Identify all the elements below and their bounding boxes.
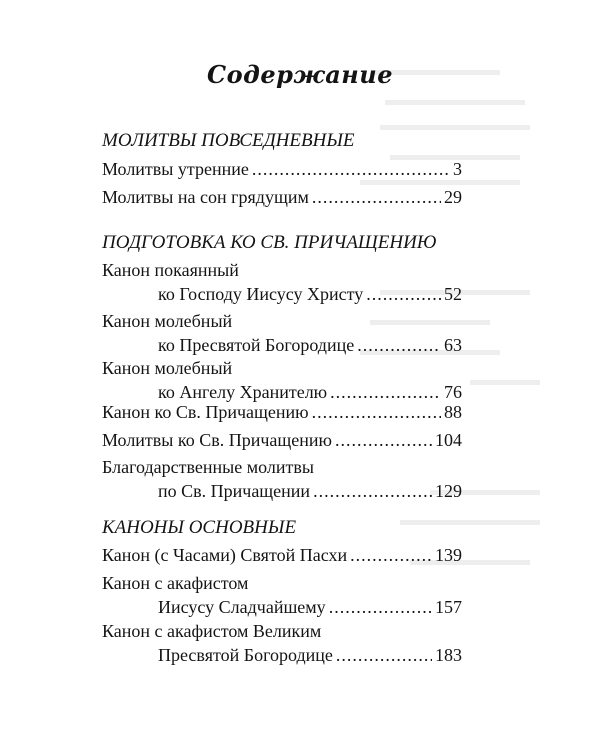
dot-leader xyxy=(350,543,432,567)
toc-entry[interactable] xyxy=(102,258,462,306)
page-number: 3 xyxy=(453,159,462,179)
page-number: 129 xyxy=(435,481,462,501)
toc-entry[interactable] xyxy=(102,400,462,424)
entry-title-continued: Иисусу Сладчайшему xyxy=(158,597,326,617)
page-number: 88 xyxy=(444,402,462,422)
entry-title: Молитвы утренние xyxy=(102,159,249,179)
page-number: 76 xyxy=(444,382,462,402)
toc-entry[interactable] xyxy=(102,619,462,667)
entry-title-continued: ко Пресвятой Богородице xyxy=(158,335,355,355)
toc-entry[interactable] xyxy=(102,543,462,567)
toc-entry[interactable] xyxy=(102,455,462,503)
entry-title-continued: по Св. Причащении xyxy=(158,481,311,501)
page-number: 63 xyxy=(444,335,462,355)
page-number: 29 xyxy=(444,187,462,207)
entry-title: Канон с акафистом Великим xyxy=(102,621,322,641)
entry-title-continued: ко Господу Иисусу Христу xyxy=(158,284,364,304)
page-number: 52 xyxy=(444,284,462,304)
page-number: 157 xyxy=(435,597,462,617)
entry-title: Канон молебный xyxy=(102,358,233,378)
toc-entry[interactable] xyxy=(102,309,462,357)
entry-title-continued: Пресвятой Богородице xyxy=(158,645,333,665)
entry-title: Канон (с Часами) Святой Пасхи xyxy=(102,545,348,565)
page-number: 104 xyxy=(435,430,462,450)
entry-title: Молитвы на сон грядущим xyxy=(102,187,309,207)
dot-leader xyxy=(313,479,432,503)
toc-entry[interactable] xyxy=(102,571,462,619)
dot-leader xyxy=(252,157,450,181)
section-heading: МОЛИТВЫ ПОВСЕДНЕВНЫЕ xyxy=(102,130,355,151)
entry-title: Молитвы ко Св. Причащению xyxy=(102,430,332,450)
toc-entry[interactable] xyxy=(102,185,462,209)
entry-title: Канон ко Св. Причащению xyxy=(102,402,309,422)
page-number: 139 xyxy=(435,545,462,565)
dot-leader xyxy=(335,428,432,452)
entry-title: Канон покаянный xyxy=(102,260,239,280)
section-heading: КАНОНЫ ОСНОВНЫЕ xyxy=(102,517,297,538)
toc-entry[interactable] xyxy=(102,356,462,404)
entry-title-continued: ко Ангелу Хранителю xyxy=(158,382,328,402)
dot-leader xyxy=(366,282,441,306)
entry-title: Благодарственные молитвы xyxy=(102,457,314,477)
page-title: Содержание xyxy=(207,60,393,89)
toc-entry[interactable] xyxy=(102,157,462,181)
dot-leader xyxy=(312,185,441,209)
dot-leader xyxy=(357,333,441,357)
toc-entry[interactable] xyxy=(102,428,462,452)
dot-leader xyxy=(329,595,432,619)
entry-title: Канон молебный xyxy=(102,311,233,331)
page-number: 183 xyxy=(435,645,462,665)
entry-title: Канон с акафистом xyxy=(102,573,249,593)
dot-leader xyxy=(312,400,441,424)
dot-leader xyxy=(336,643,432,667)
section-heading: ПОДГОТОВКА КО СВ. ПРИЧАЩЕНИЮ xyxy=(102,232,437,253)
